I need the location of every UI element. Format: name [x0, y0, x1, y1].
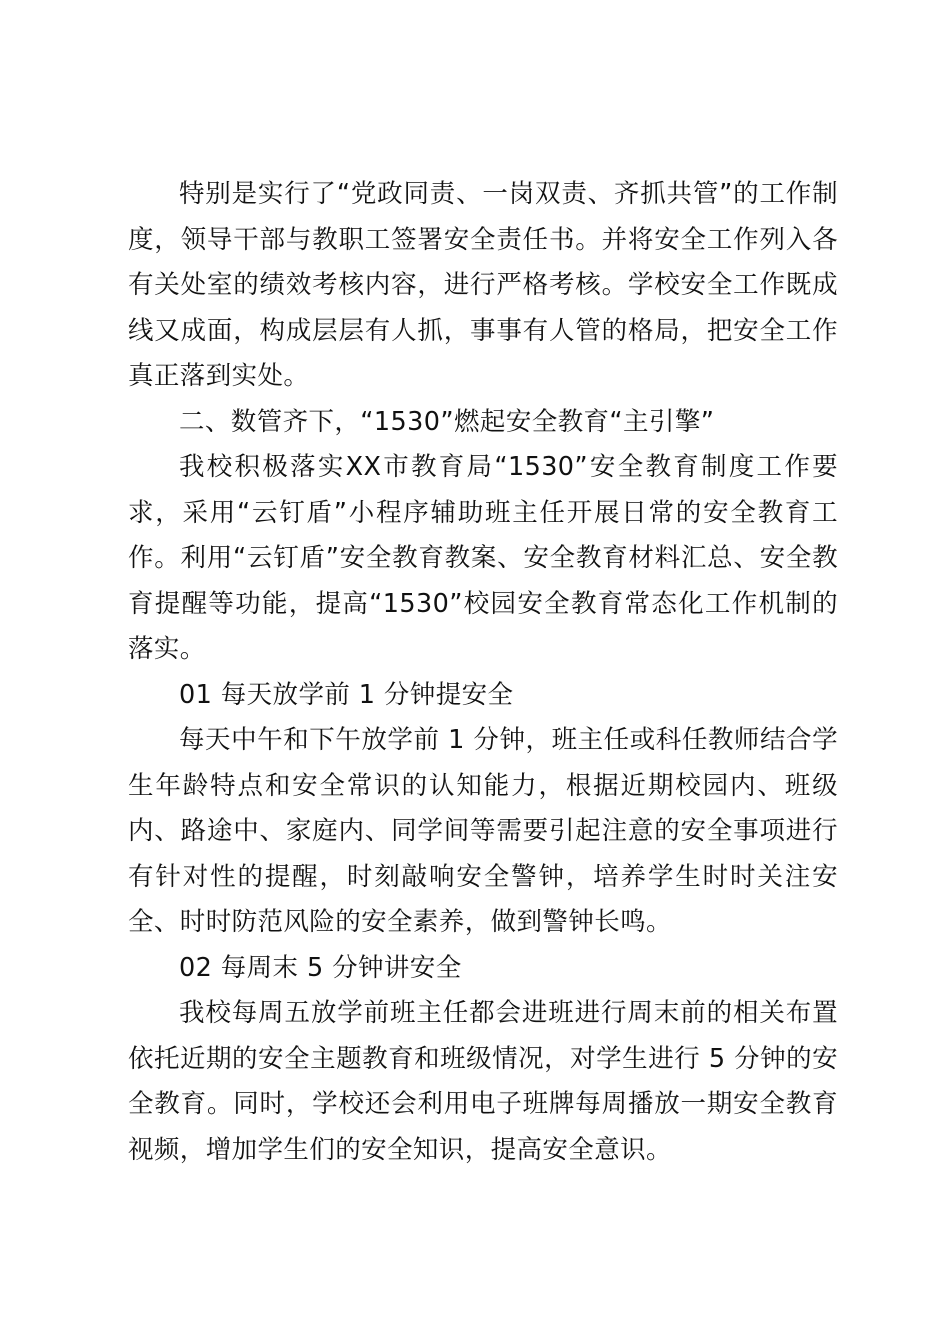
paragraph-weekly-5-minute: 我校每周五放学前班主任都会进班进行周末前的相关布置依托近期的安全主题教育和班级情况，对学生进行 5 分钟的安全教育。同时，学校还会利用电子班牌每周播放一期安全教育视频，增加学生们的安全知识，提高安全意识。 — [128, 998, 838, 1165]
paragraph-daily-1-minute: 每天中午和下午放学前 1 分钟，班主任或科任教师结合学生年龄特点和安全常识的认知能力，根据近期校园内、班级内、路途中、家庭内、同学间等需要引起注意的安全事项进行有针对性的提醒，时刻敲响安全警钟，培养学生时时关注安全、时时防范风险的安全素养，做到警钟长鸣。 — [128, 725, 838, 937]
document-page — [128, 172, 838, 1173]
subheading-02: 02 每周末 5 分钟讲安全 — [179, 952, 462, 983]
paragraph-1530-implementation: 我校积极落实XX市教育局“1530”安全教育制度工作要求，采用“云钉盾”小程序辅助班主任开展日常的安全教育工作。利用“云钉盾”安全教育教案、安全教育材料汇总、安全教育提醒等功能，提高“1530”校园安全教育常态化工作机制的落实。 — [128, 452, 838, 664]
subheading-01: 01 每天放学前 1 分钟提安全 — [179, 679, 514, 710]
paragraph-responsibility-system: 特别是实行了“党政同责、一岗双责、齐抓共管”的工作制度，领导干部与教职工签署安全责任书。并将安全工作列入各有关处室的绩效考核内容，进行严格考核。学校安全工作既成线又成面，构成层层有人抓，事事有人管的格局，把安全工作真正落到实处。 — [128, 179, 838, 391]
section-heading-1530: 二、数管齐下，“1530”燃起安全教育“主引擎” — [179, 406, 715, 437]
